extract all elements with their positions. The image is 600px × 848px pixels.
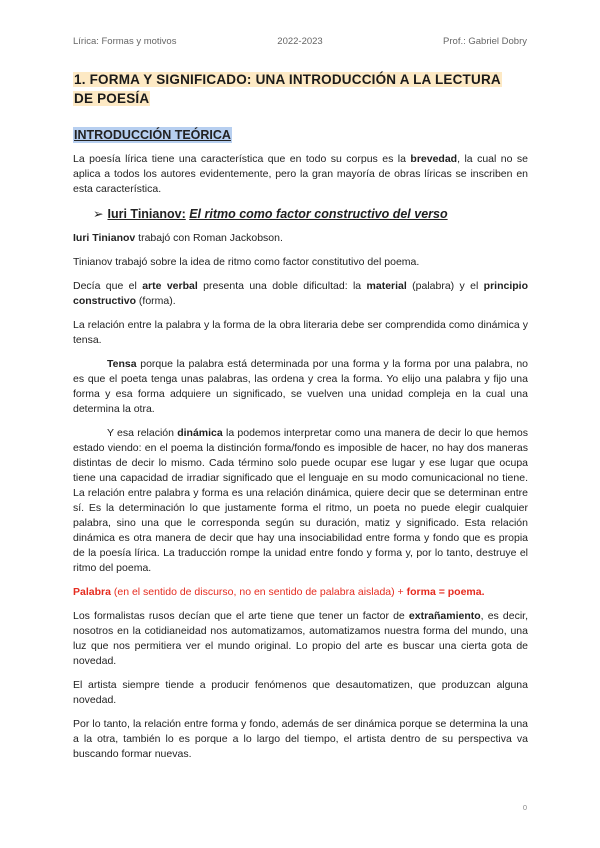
paragraph-relacion: La relación entre la palabra y la forma de la obra literaria debe ser comprendida como dinámica y tensa.	[73, 319, 528, 346]
page-title	[73, 70, 528, 108]
subheading-tinianov: ➢ Iuri Tinianov: El ritmo como factor constructivo del verso	[93, 207, 448, 221]
paragraph-ritmo: Tinianov trabajó sobre la idea de ritmo como factor constitutivo del poema.	[73, 256, 420, 268]
paragraph-arte-verbal: Decía que el arte verbal presenta una doble dificultad: la material (palabra) y el principio constructivo (forma).	[73, 280, 529, 307]
header-year: 2022-2023	[277, 36, 323, 47]
header-professor: Prof.: Gabriel Dobry	[443, 36, 527, 47]
page-number: 0	[522, 803, 527, 812]
paragraph-tinianov-jackobson: Iuri Tinianov trabajó con Roman Jackobson.	[73, 232, 283, 244]
title-line-1: 1. FORMA Y SIGNIFICADO: UNA INTRODUCCIÓN A LA LECTURA	[74, 72, 501, 87]
formula-line: Palabra (en el sentido de discurso, no en sentido de palabra aislada) + forma = poema.	[73, 586, 485, 598]
section-heading: INTRODUCCIÓN TEÓRICA	[74, 128, 231, 142]
arrow-bullet-icon: ➢	[93, 207, 104, 221]
paragraph-formalistas: Los formalistas rusos decían que el arte tiene que tener un factor de extrañamiento, es decir, nosotros en la cotidianeidad nos automatizamos, automatizamos nuestra forma del mundo, una luz que nos permitiera ver el mundo original. Lo propio del arte es buscar una cierta gota de novedad.	[73, 610, 528, 667]
paragraph-tensa: Tensa porque la palabra está determinada por una forma y la forma por una palabra, no es que el poeta tenga unas palabras, las ordena y crea la forma. Yo elijo una palabra y fijo una forma y esa forma adquiere un significado, se vuelven una unidad compleja en la cual una determina la otra.	[73, 358, 528, 415]
page-header	[73, 36, 527, 50]
header-course: Lírica: Formas y motivos	[73, 36, 177, 47]
document-body	[73, 70, 528, 771]
title-line-2: DE POESÍA	[74, 91, 150, 106]
paragraph-conclusion: Por lo tanto, la relación entre forma y fondo, además de ser dinámica porque se determina la una a la otra, también lo es porque a lo largo del tiempo, el artista dentro de su perspectiva va buscando formar nuevas.	[73, 718, 528, 760]
intro-paragraph: La poesía lírica tiene una característica que en todo su corpus es la brevedad, la cual no se aplica a todos los autores evidentemente, pero la gran mayoría de obras líricas se inscriben en esta característica.	[73, 153, 528, 195]
paragraph-artista: El artista siempre tiende a producir fenómenos que desautomatizen, que produzcan alguna novedad.	[73, 679, 528, 706]
paragraph-dinamica: Y esa relación dinámica la podemos interpretar como una manera de decir lo que hemos estado viendo: en el poema la distinción forma/fondo es imposible de hacer, no hay dos maneras distintas de decir lo mismo. Cada término solo puede ocupar ese lugar y ese lugar que ocupa tiene una capacidad de irradiar significado que el lenguaje en su modo comunicacional no tiene. La relación entre palabra y forma es una relación dinámica, quiere decir que se determinan entre sí. Es la determinación lo que justamente forma el ritmo, un poeta no puede elegir cualquier palabra, sino una que le corresponda según su duración, matiz y significado. Esta relación dinámica es otra manera de decir que hay una insociabilidad entre forma y fondo que es propia de la poesía lírica. La traducción rompe la unidad entre fondo y forma y, por lo tanto, destruye el ritmo del poema.	[73, 427, 528, 574]
